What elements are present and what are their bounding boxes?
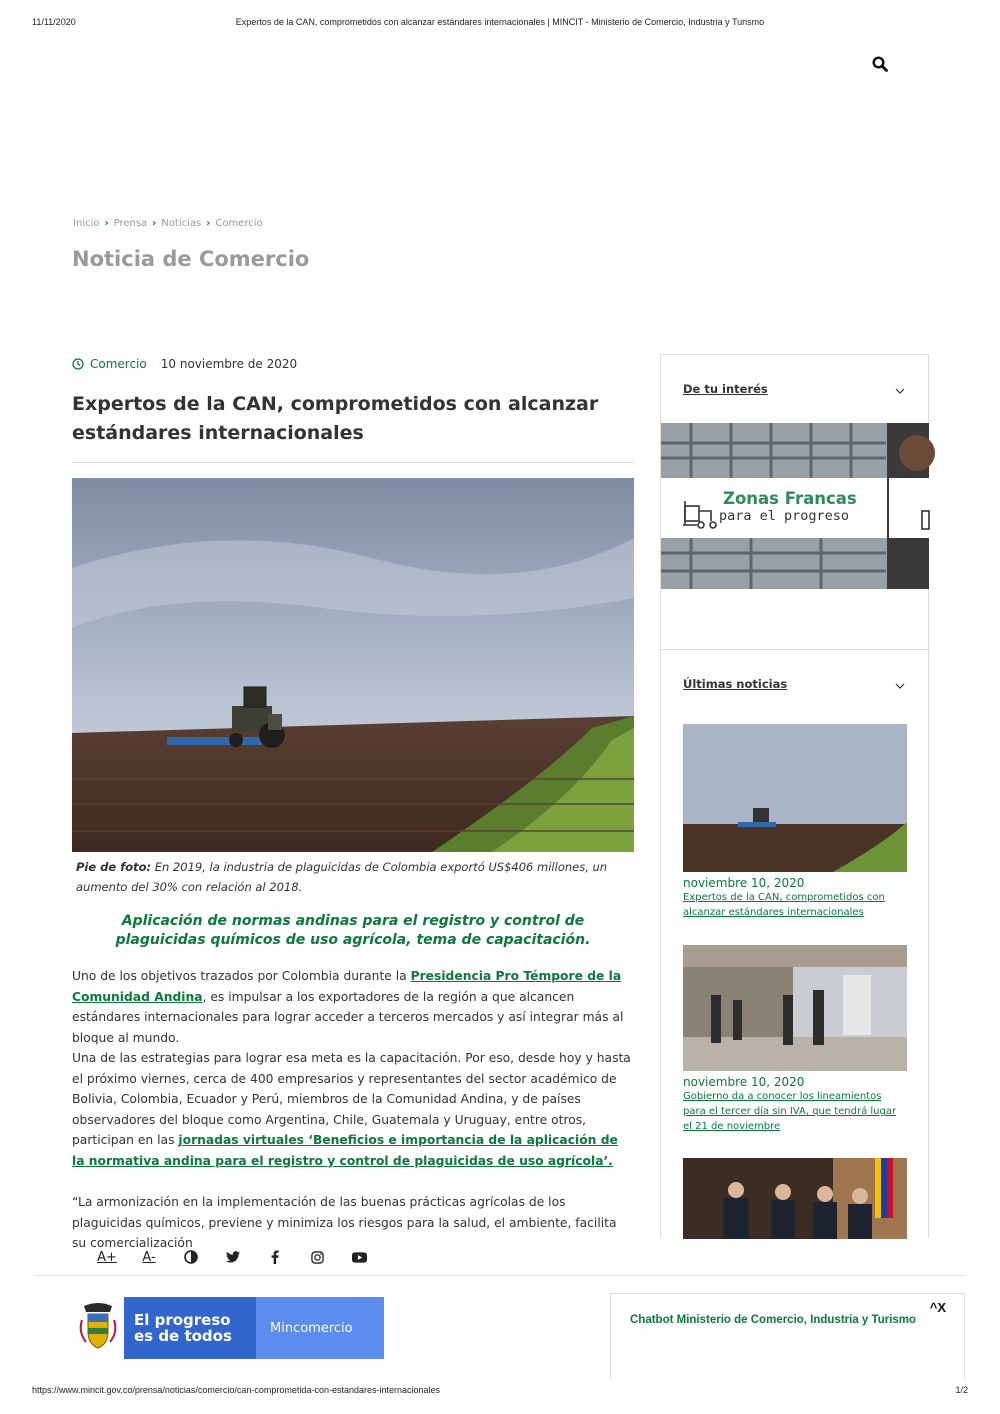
accessibility-toolbar [86,1248,380,1266]
article-paragraph: “La armonización en la implementación de las buenas prácticas agrícolas de los plaguicidas químicos, previene y minimiza los riesgos para la salud, el ambiente, facilita su comercialización [72,1195,617,1251]
caption-label: Pie de foto: [76,860,152,874]
image-caption [76,857,636,897]
breadcrumb-comercio[interactable]: Comercio [215,218,263,229]
instagram-icon[interactable] [296,1248,338,1266]
interest-heading[interactable]: De tu interés [683,382,768,396]
decrease-font-button[interactable]: A- [142,1249,156,1265]
breadcrumb-noticias[interactable]: Noticias [161,218,202,229]
article-date: 10 noviembre de 2020 [160,357,298,371]
banner-title: Zonas Francas [723,489,857,508]
print-footer [32,1385,968,1395]
link-presidencia-pro-tempore[interactable]: Presidencia Pro Témpore de la Comunidad Andina [72,969,622,1004]
latest-news-heading[interactable]: Últimas noticias [683,677,788,691]
print-title: Expertos de la CAN, comprometidos con alcanzar estándares internacionales | MINCIT - Ministerio de Comercio, Industria y Turismo [235,17,765,27]
news-item[interactable] [683,724,907,920]
chevron-down-icon[interactable] [894,680,906,692]
search-icon[interactable] [872,56,888,72]
ministry-name: Mincomercio [256,1297,384,1359]
slogan-line: es de todos [134,1327,232,1345]
increase-font-button[interactable]: A+ [97,1249,117,1265]
news-thumbnail-officials[interactable] [683,1158,907,1239]
contrast-icon[interactable] [170,1248,212,1266]
print-url: https://www.mincit.gov.co/prensa/noticias/comercio/can-comprometida-con-estandares-internacionales [32,1385,441,1395]
facebook-icon[interactable] [254,1248,296,1266]
coat-of-arms-icon [72,1297,124,1359]
article-meta [72,357,297,371]
article-category[interactable]: Comercio [90,357,147,371]
print-header [32,17,968,31]
breadcrumb-prensa[interactable]: Prensa [113,218,148,229]
divider [661,649,930,650]
print-page-number: 1/2 [955,1385,968,1395]
link-jornadas-virtuales[interactable]: jornadas virtuales ‘Beneficios e importancia de la aplicación de la normativa andina para el registro y control de plaguicidas de uso agrícola’. [72,1133,618,1168]
breadcrumb-inicio[interactable]: Inicio [73,218,100,229]
news-thumbnail-mall[interactable] [683,945,907,1071]
divider [72,462,634,463]
chevron-right-icon: › [206,218,211,229]
zonas-francas-banner[interactable] [661,423,929,589]
chevron-right-icon: › [152,218,157,229]
paragraph-text: Uno de los objetivos trazados por Colombia durante la [72,969,411,983]
paragraph-text: , es impulsar a los exportadores de la región a que alcancen estándares internacionales para lograr acceder a terceros mercados y así integrar más al bloque al mundo. [72,989,624,1045]
article-headline: Expertos de la CAN, comprometidos con alcanzar estándares internacionales [72,393,599,444]
gov-slogan [134,1312,232,1344]
print-date: 11/11/2020 [32,17,76,27]
page-title: Noticia de Comercio [72,247,310,271]
gov-footer-logo[interactable] [72,1297,384,1359]
article-paragraph [72,1048,634,1172]
hero-image-tractor-field [72,478,634,852]
caption-text: En 2019, la industria de plaguicidas de Colombia exportó US$406 millones, un aumento del 30% con relación al 2018. [76,860,608,894]
chevron-down-icon[interactable] [894,385,906,397]
divider [35,1275,965,1276]
slogan-line: El progreso [134,1311,231,1329]
news-item[interactable] [683,945,907,1134]
youtube-icon[interactable] [338,1248,380,1266]
chatbot-widget[interactable] [610,1293,965,1379]
chatbot-close-button[interactable]: ^X [929,1300,946,1315]
gov-slogan-block [72,1297,256,1359]
article-subhead: Aplicación de normas andinas para el registro y control de plaguicidas químicos de uso agrícola, tema de capacitación. [115,913,591,948]
twitter-icon[interactable] [212,1248,254,1266]
clock-icon [72,358,84,370]
chevron-right-icon: › [104,218,109,229]
sidebar [660,354,929,1238]
news-title[interactable]: Expertos de la CAN, comprometidos con alcanzar estándares internacionales [683,892,885,918]
article-paragraph [72,966,634,1048]
news-date: noviembre 10, 2020 [683,1075,805,1089]
news-thumbnail-tractor[interactable] [683,724,907,872]
paragraph-text: Una de las estrategias para lograr esa meta es la capacitación. Por eso, desde hoy y hasta el próximo viernes, cerca de 400 empresarios y representantes del sector académico de Bolivia, Colombia, Ecuador y Perú, miembros de la Comunidad Andina, y de países observadores del bloque como Argentina, Chile, Guatemala y Uruguay, entre otros, participan en las [72,1051,631,1148]
news-title[interactable]: Gobierno da a conocer los lineamientos para el tercer día sin IVA, que tendrá lugar el 21 de noviembre [683,1091,897,1132]
news-date: noviembre 10, 2020 [683,876,805,890]
banner-subtitle: para el progreso [719,508,850,524]
chatbot-label[interactable]: Chatbot Ministerio de Comercio, Industria y Turismo [630,1314,917,1326]
breadcrumb [73,218,263,229]
